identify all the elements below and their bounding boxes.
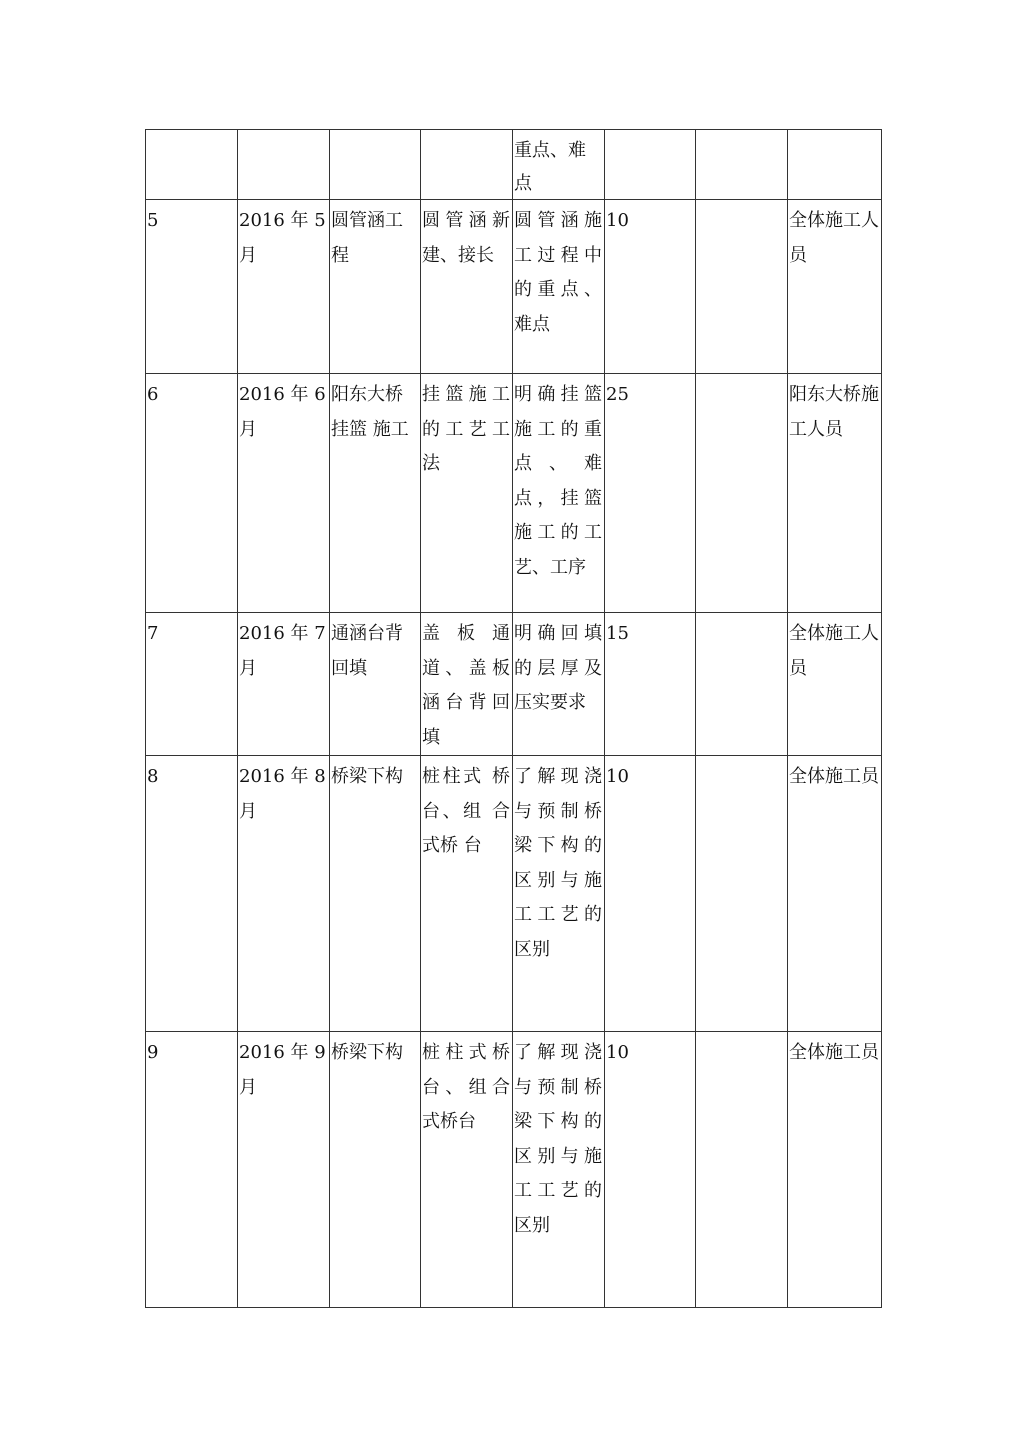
cell-content: 桩柱式桥台、组合式桥台 bbox=[421, 1032, 513, 1308]
cell-content: 盖板通道、盖板涵台背回填 bbox=[421, 613, 513, 756]
cell-extra bbox=[696, 613, 788, 756]
cell-project: 桥梁下构 bbox=[330, 1032, 421, 1308]
cell-hours: 10 bbox=[605, 200, 696, 374]
training-plan-table bbox=[145, 129, 882, 1308]
cell-focus: 重点、难点 bbox=[513, 130, 605, 200]
cell-extra bbox=[696, 1032, 788, 1308]
cell-people: 阳东大桥施工人员 bbox=[788, 374, 882, 613]
cell-no: 6 bbox=[146, 374, 238, 613]
table-row bbox=[146, 1032, 882, 1308]
cell-hours: 10 bbox=[605, 756, 696, 1032]
table-row bbox=[146, 200, 882, 374]
cell-project: 通涵台背回填 bbox=[330, 613, 421, 756]
cell-project: 桥梁下构 bbox=[330, 756, 421, 1032]
cell-extra bbox=[696, 756, 788, 1032]
cell-content: 挂篮施工的工艺工法 bbox=[421, 374, 513, 613]
cell-focus: 圆管涵施工过程中的重点、难点 bbox=[513, 200, 605, 374]
table-row bbox=[146, 374, 882, 613]
cell-project: 阳东大桥挂篮 施工 bbox=[330, 374, 421, 613]
cell-people: 全体施工人员 bbox=[788, 200, 882, 374]
cell-no: 9 bbox=[146, 1032, 238, 1308]
cell-no: 5 bbox=[146, 200, 238, 374]
cell-project: 圆管涵工程 bbox=[330, 200, 421, 374]
cell-no: 7 bbox=[146, 613, 238, 756]
cell-date: 2016 年 5 月 bbox=[238, 200, 330, 374]
cell-people: 全体施工员 bbox=[788, 756, 882, 1032]
cell-no: 8 bbox=[146, 756, 238, 1032]
cell-focus: 了解现浇与预制桥梁下构的区别与施工工艺的区别 bbox=[513, 1032, 605, 1308]
cell-people: 全体施工员 bbox=[788, 1032, 882, 1308]
table-row-continuation bbox=[146, 130, 882, 200]
cell-date: 2016 年 9 月 bbox=[238, 1032, 330, 1308]
cell-hours: 25 bbox=[605, 374, 696, 613]
cell-content: 圆管涵新建、接长 bbox=[421, 200, 513, 374]
cell-focus: 明确挂篮施工的重点、难点，挂篮施工的工艺、工序 bbox=[513, 374, 605, 613]
cell-focus: 明确回填的层厚及压实要求 bbox=[513, 613, 605, 756]
cell-people: 全体施工人员 bbox=[788, 613, 882, 756]
cell-focus: 了解现浇与预制桥梁下构的区别与施工工艺的区别 bbox=[513, 756, 605, 1032]
table-row bbox=[146, 756, 882, 1032]
cell-content: 桩柱式 桥台、组 合 式桥 台 bbox=[421, 756, 513, 1032]
cell-extra bbox=[696, 374, 788, 613]
cell-hours: 10 bbox=[605, 1032, 696, 1308]
cell-extra bbox=[696, 200, 788, 374]
table-row bbox=[146, 613, 882, 756]
cell-date: 2016 年 8 月 bbox=[238, 756, 330, 1032]
cell-date: 2016 年 6 月 bbox=[238, 374, 330, 613]
cell-date: 2016 年 7 月 bbox=[238, 613, 330, 756]
cell-hours: 15 bbox=[605, 613, 696, 756]
